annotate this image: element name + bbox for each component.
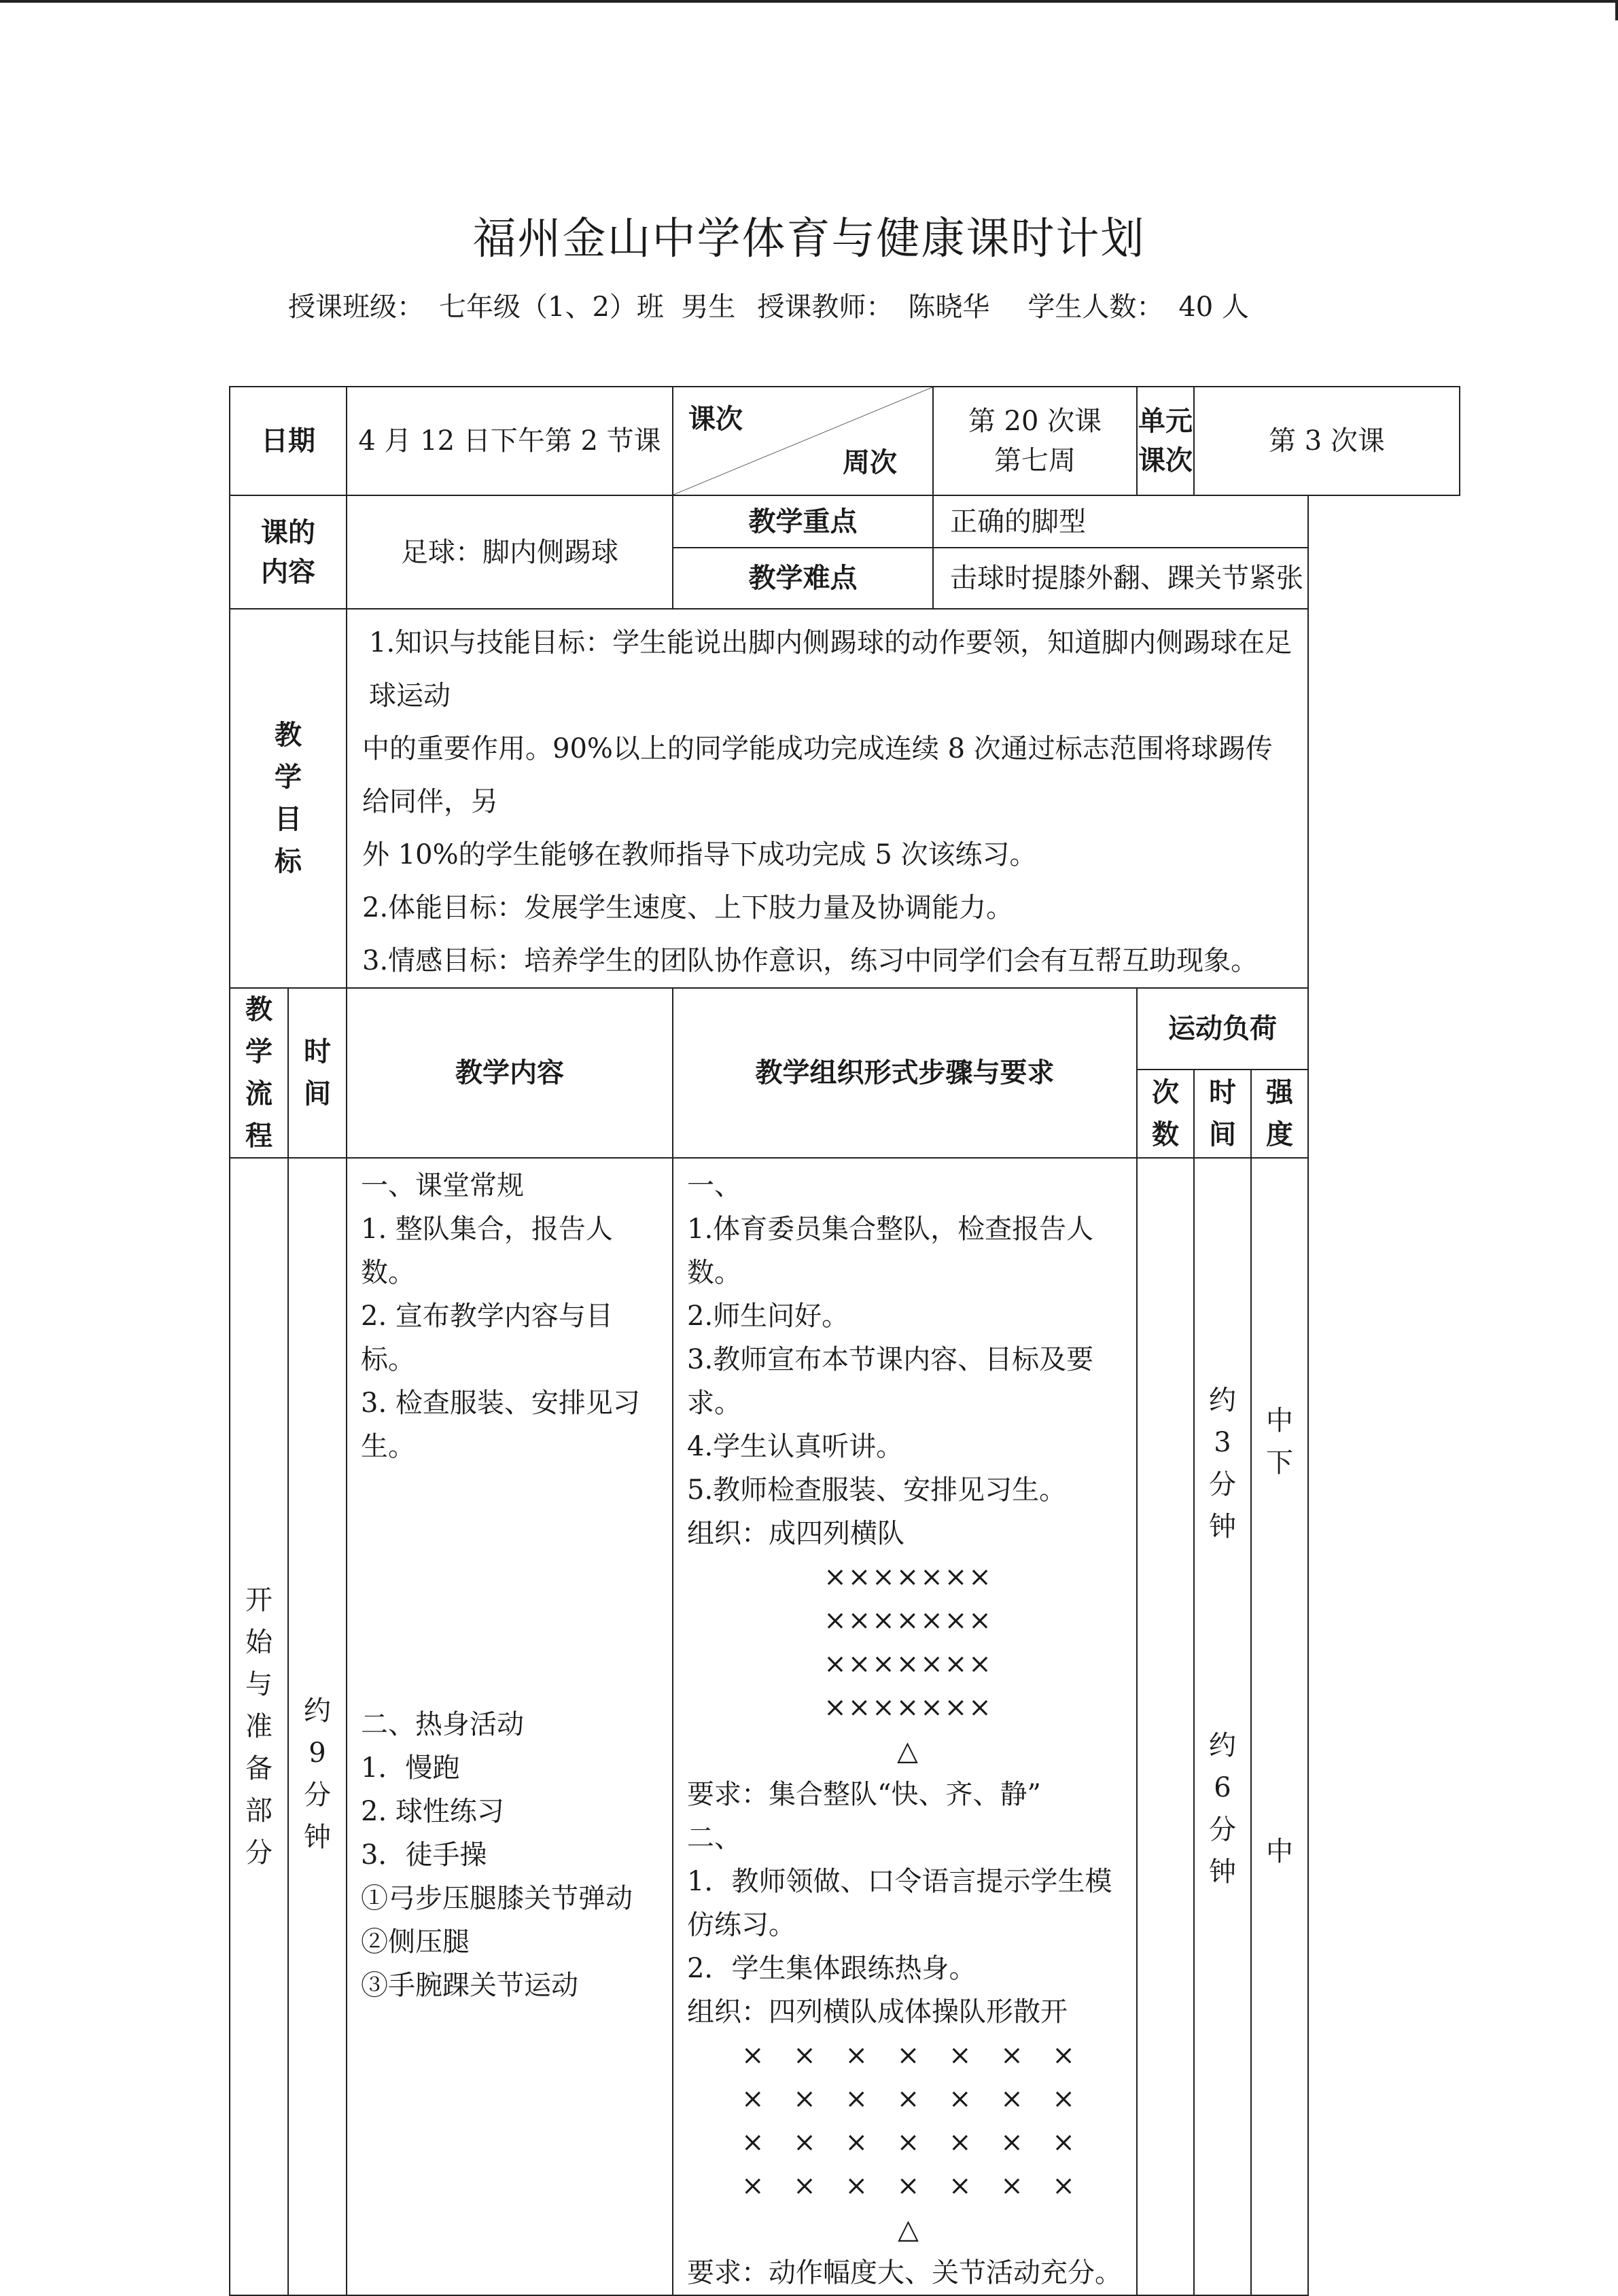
content-row-1 [230, 495, 1460, 548]
lesson-value: 第 20 次课 [968, 406, 1102, 437]
org-line: 1.体育委员集合整队，检查报告人数。 [687, 1214, 1094, 1288]
objectives-row [230, 609, 1460, 988]
objectives-text [347, 609, 1308, 988]
right-border-fragment [1615, 0, 1618, 20]
content-line: 1. 整队集合，报告人 [361, 1214, 613, 1245]
content-line: ③手腕踝关节运动 [361, 1970, 578, 2001]
difficulty-value: 击球时提膝外翻、踝关节紧张 [933, 548, 1308, 609]
part1-load-time: 约 3 分 钟 约 6 分 钟 [1194, 1158, 1251, 2295]
key-point-value: 正确的脚型 [933, 495, 1308, 548]
difficulty-label: 教学难点 [673, 548, 933, 609]
org-line: 组织：四列横队成体操队形散开 [687, 1996, 1068, 2028]
objective-line: 3.情感目标：培养学生的团队协作意识，练习中同学们会有互帮互助现象。 [362, 945, 1259, 976]
date-value: 4 月 12 日下午第 2 节课 [347, 387, 673, 495]
content-label: 课的 内容 [230, 495, 347, 609]
class-label: 授课班级： [288, 292, 424, 323]
part1-flow: 开 始 与 准 备 部 分 [230, 1158, 288, 2295]
content-line: 生。 [361, 1431, 415, 1462]
org-line: 2.师生问好。 [687, 1301, 849, 1332]
content-line: 数。 [361, 1257, 415, 1288]
content-line: 2. 球性练习 [361, 1796, 504, 1827]
part1-row [230, 1158, 1460, 2295]
count-label: 学生人数： [1027, 292, 1164, 323]
spread-row: × × × × × × × [741, 2127, 1075, 2158]
column-header-row-1 [230, 988, 1460, 1070]
teacher-marker: △ [898, 2214, 919, 2245]
spread-row: × × × × × × × [741, 2083, 1075, 2115]
objective-line: 2.体能目标：发展学生速度、上下肢力量及协调能力。 [362, 892, 1014, 923]
content-line: 3．徒手操 [361, 1839, 487, 1871]
col-intensity: 强 度 [1251, 1070, 1308, 1158]
org-line: 1．教师领做、口令语言提示学生模仿练习。 [687, 1866, 1112, 1941]
org-line: 3.教师宣布本节课内容、目标及要求。 [687, 1344, 1094, 1419]
content-line: 标。 [361, 1344, 415, 1375]
col-load-time: 时 间 [1194, 1070, 1251, 1158]
col-organization: 教学组织形式步骤与要求 [673, 988, 1137, 1158]
unit-value: 第 3 次课 [1194, 387, 1460, 495]
part1-reps [1137, 1158, 1194, 2295]
org-line: 二、 [687, 1822, 741, 1854]
org-line: 一、 [687, 1170, 741, 1201]
unit-label: 单元课次 [1137, 387, 1194, 495]
objective-line: 外 10%的学生能够在教师指导下成功完成 5 次该练习。 [362, 839, 1037, 870]
content-line: 二、热身活动 [361, 1709, 524, 1740]
org-line: 2．学生集体跟练热身。 [687, 1953, 977, 1984]
formation-row: ××××××× [824, 1692, 993, 1723]
formation-row: ××××××× [824, 1561, 993, 1593]
week-value: 第七周 [994, 445, 1076, 476]
content-line: 一、课堂常规 [361, 1170, 524, 1201]
part1-content [347, 1158, 673, 2295]
part1-intensity: 中 下 中 [1251, 1158, 1308, 2295]
teacher-label: 授课教师： [757, 292, 894, 323]
org-line: 5.教师检查服装、安排见习生。 [687, 1474, 1067, 1506]
lesson-label: 课次 [688, 404, 743, 435]
date-label: 日期 [230, 387, 347, 495]
key-point-label: 教学重点 [673, 495, 933, 548]
content-line: 1．慢跑 [361, 1752, 460, 1784]
page-title: 福州金山中学体育与健康课时计划 [472, 214, 1146, 264]
week-label: 周次 [843, 447, 897, 478]
part1-organization [673, 1158, 1137, 2295]
content-line: 2. 宣布教学内容与目 [361, 1301, 613, 1332]
teacher-value: 陈晓华 [908, 292, 990, 323]
lesson-info [288, 285, 1264, 324]
count-value: 40 人 [1178, 292, 1249, 323]
objective-line: 中的重要作用。90%以上的同学能成功完成连续 8 次通过标志范围将球踢传给同伴，另 [362, 733, 1273, 817]
col-load: 运动负荷 [1137, 988, 1308, 1070]
org-requirement: 要求：动作幅度大、关节活动充分。 [687, 2257, 1122, 2289]
teacher-marker: △ [897, 1735, 919, 1767]
content-line: 3. 检查服装、安排见习 [361, 1388, 640, 1419]
lesson-week-values [933, 387, 1137, 495]
col-reps: 次 数 [1137, 1070, 1194, 1158]
part1-time: 约 9 分 钟 [288, 1158, 347, 2295]
formation-row: ××××××× [824, 1648, 993, 1680]
content-line: ②侧压腿 [361, 1926, 470, 1958]
class-value: 七年级（1、2）班 男生 [439, 292, 736, 323]
content-value: 足球：脚内侧踢球 [347, 495, 673, 609]
objective-line: 1.知识与技能目标：学生能说出脚内侧踢球的动作要领，知道脚内侧踢球在足球运动 [369, 627, 1292, 711]
spread-row: × × × × × × × [741, 2170, 1075, 2202]
org-line: 4.学生认真听讲。 [687, 1431, 904, 1462]
lesson-week-diagonal-cell [673, 387, 933, 495]
objectives-label: 教 学 目 标 [230, 609, 347, 988]
top-border [0, 0, 1618, 3]
org-line: 组织：成四列横队 [687, 1518, 904, 1549]
formation-row: ××××××× [824, 1605, 993, 1636]
header-row [230, 387, 1460, 495]
lesson-plan-table [229, 386, 1460, 2296]
spread-row: × × × × × × × [741, 2040, 1075, 2071]
col-flow: 教 学 流 程 [230, 988, 288, 1158]
col-time: 时 间 [288, 988, 347, 1158]
org-requirement: 要求：集合整队“快、齐、静” [687, 1779, 1041, 1810]
content-line: ①弓步压腿膝关节弹动 [361, 1883, 633, 1914]
col-content: 教学内容 [347, 988, 673, 1158]
